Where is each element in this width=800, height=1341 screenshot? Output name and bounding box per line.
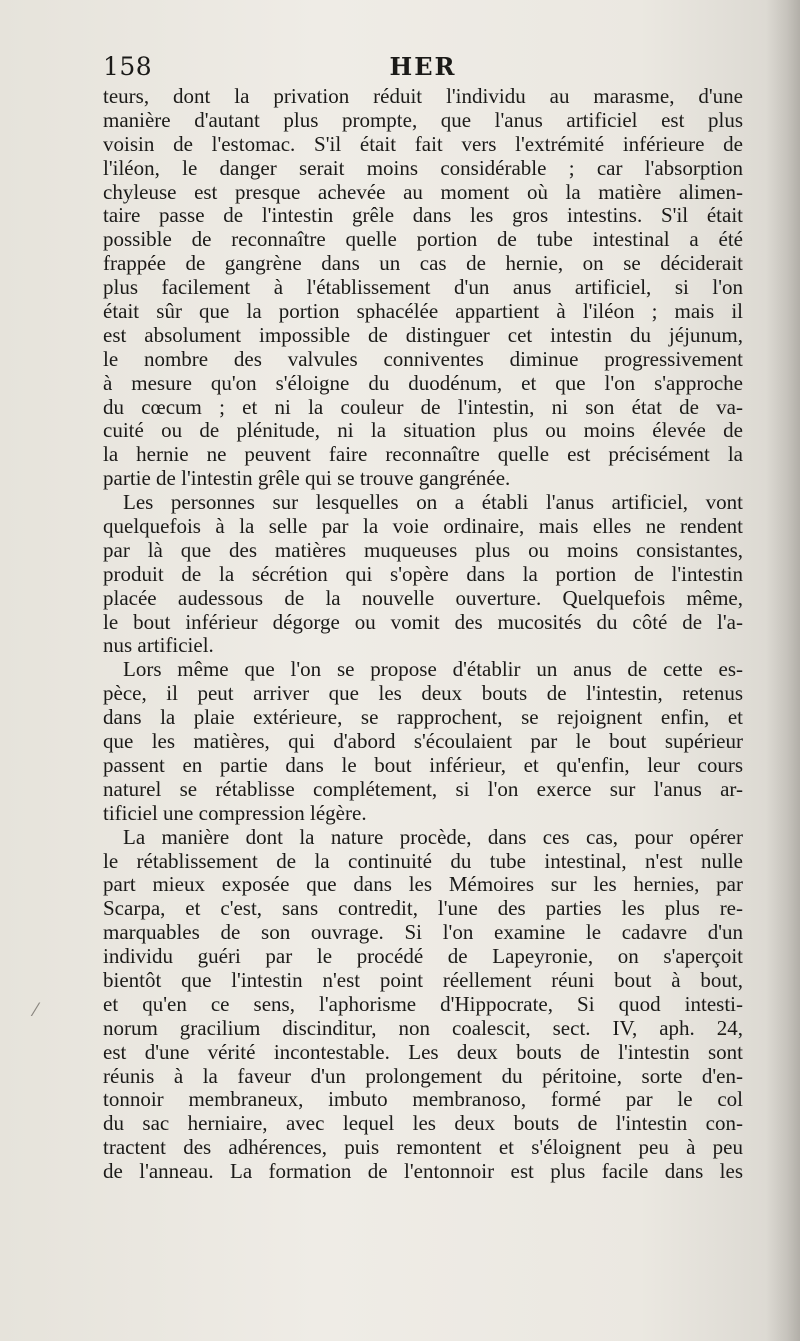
text-line: Les personnes sur lesquelles on a établi l'anus artificiel, vont (123, 491, 743, 515)
text-line: possible de reconnaître quelle portion de tube intestinal a été (103, 228, 743, 252)
margin-ink-mark: ⁄ (34, 1000, 38, 1021)
text-line: de l'anneau. La formation de l'entonnoir est plus facile dans les (103, 1160, 743, 1184)
text-line: à mesure qu'on s'éloigne du duodénum, et que l'on s'approche (103, 371, 743, 395)
text-line: quelquefois à la selle par la voie ordinaire, mais elles ne rendent (103, 515, 743, 539)
text-line: La manière dont la nature procède, dans ces cas, pour opérer (123, 825, 743, 849)
text-line: tificiel une compression légère. (103, 801, 367, 825)
text-line: est absolument impossible de distinguer cet intestin du jéjunum, (103, 323, 743, 347)
body-text (103, 85, 743, 1184)
text-line: partie de l'intestin grêle qui se trouve gangrénée. (103, 467, 511, 491)
text-line: était sûr que la portion sphacélée appartient à l'iléon ; mais il (103, 300, 743, 324)
text-line: tonnoir membraneux, imbuto membranoso, formé par le col (103, 1088, 743, 1112)
text-line: Scarpa, et c'est, sans contredit, l'une des parties les plus re- (103, 897, 743, 921)
text-line: marquables de son ouvrage. Si l'on examine le cadavre d'un (103, 921, 743, 945)
text-line: dans la plaie extérieure, se rapprochent, se rejoignent enfin, et (103, 706, 743, 730)
text-line: bientôt que l'intestin n'est point réellement réuni bout à bout, (103, 968, 743, 992)
text-line: le nombre des valvules conniventes diminue progressivement (103, 347, 743, 371)
text-line: manière d'autant plus prompte, que l'anus artificiel est plus (103, 108, 743, 132)
text-line: et qu'en ce sens, l'aphorisme d'Hippocrate, Si quod intesti- (103, 992, 743, 1016)
text-line: que les matières, qui d'abord s'écoulaient par le bout supérieur (103, 730, 743, 754)
text-line: part mieux exposée que dans les Mémoires sur les hernies, par (103, 873, 743, 897)
text-line: nus artificiel. (103, 634, 214, 658)
text-line: teurs, dont la privation réduit l'individu au marasme, d'une (103, 85, 743, 108)
text-line: du sac herniaire, avec lequel les deux bouts de l'intestin con- (103, 1112, 743, 1136)
text-line: produit de la sécrétion qui s'opère dans la portion de l'intestin (103, 562, 743, 586)
text-line: naturel se rétablisse complétement, si l'on exerce sur l'anus ar- (103, 777, 743, 801)
text-line: du cœcum ; et ni la couleur de l'intestin, ni son état de va- (103, 395, 743, 419)
text-line: Lors même que l'on se propose d'établir un anus de cette es- (123, 658, 743, 682)
text-line: frappée de gangrène dans un cas de hernie, on se déciderait (103, 252, 743, 276)
text-line: voisin de l'estomac. S'il était fait vers l'extrémité inférieure de (103, 132, 743, 156)
text-line: l'iléon, le danger serait moins considérable ; car l'absorption (103, 156, 743, 180)
text-line: passent en partie dans le bout inférieur, et qu'enfin, leur cours (103, 753, 743, 777)
text-line: par là que des matières muqueuses plus ou moins consistantes, (103, 538, 743, 562)
page-header (103, 52, 743, 86)
text-line: cuité ou de plénitude, ni la situation plus ou moins élevée de (103, 419, 743, 443)
text-line: chyleuse est presque achevée au moment où la matière alimen- (103, 180, 743, 204)
running-head: HER (389, 52, 457, 81)
text-line: réunis à la faveur d'un prolongement du péritoine, sorte d'en- (103, 1064, 743, 1088)
text-line: est d'une vérité incontestable. Les deux bouts de l'intestin sont (103, 1040, 743, 1064)
text-line: pèce, il peut arriver que les deux bouts de l'intestin, retenus (103, 682, 743, 706)
text-line: le bout inférieur dégorge ou vomit des mucosités du côté de l'a- (103, 610, 743, 634)
page-number: 158 (103, 52, 153, 81)
page-gutter-shadow (766, 0, 800, 1341)
text-line: norum gracilium discinditur, non coalescit, sect. IV, aph. 24, (103, 1016, 743, 1040)
text-line: plus facilement à l'établissement d'un anus artificiel, si l'on (103, 276, 743, 300)
text-line: tractent des adhérences, puis remontent et s'éloignent peu à peu (103, 1136, 743, 1160)
text-line: le rétablissement de la continuité du tube intestinal, n'est nulle (103, 849, 743, 873)
text-line: placée audessous de la nouvelle ouverture. Quelquefois même, (103, 586, 743, 610)
text-line: taire passe de l'intestin grêle dans les gros intestins. S'il était (103, 204, 743, 228)
text-line: individu guéri par le procédé de Lapeyronie, on s'aperçoit (103, 945, 743, 969)
text-line: la hernie ne peuvent faire reconnaître quelle est précisément la (103, 443, 743, 467)
